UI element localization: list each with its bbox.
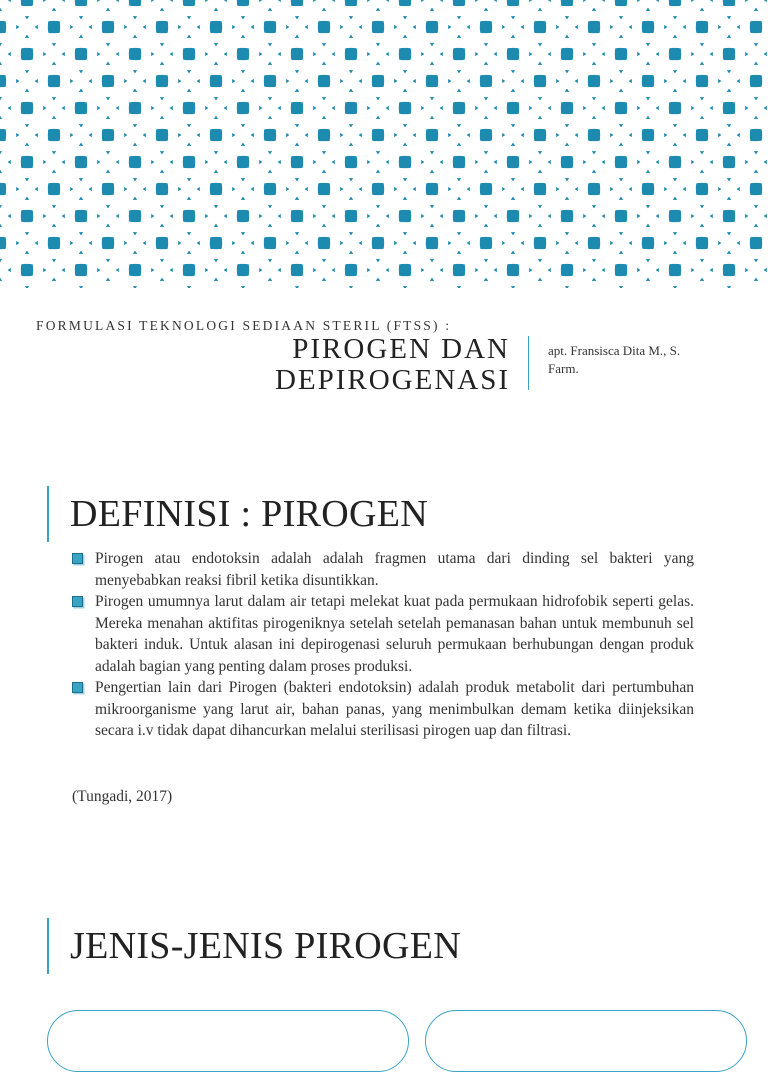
circle-pattern-graphic: [0, 0, 768, 288]
pattern-banner: [0, 0, 768, 288]
course-name: FORMULASI TEKNOLOGI SEDIAAN STERIL (FTSS) :: [36, 318, 452, 333]
list-item-text: Pirogen umumnya larut dalam air tetapi melekat kuat pada permukaan hidrofobik seperti gelas. Mereka menahan aktifitas pirogeniknya setelah setelah pemanasan bahan untuk membunuh sel bakteri induk. Untuk alasan ini depirogenasi seluruh permukaan berhubungan dengan produk adalah bagian yang penting dalam proses produksi.: [95, 593, 694, 675]
square-bullet-icon: [72, 553, 83, 564]
list-item-text: Pirogen atau endotoksin adalah adalah fragmen utama dari dinding sel bakteri yang menyebabkan reaksi fibril ketika disuntikkan.: [95, 550, 694, 589]
title-line-1: PIROGEN DAN: [292, 333, 510, 365]
author-line-2: Farm.: [548, 361, 579, 376]
square-bullet-icon: [72, 682, 83, 693]
category-card-right: [425, 1010, 747, 1072]
author-name: [548, 342, 728, 378]
section-accent-bar: [47, 918, 49, 974]
list-item: [72, 548, 694, 591]
square-bullet-icon: [72, 596, 83, 607]
list-item-text: Pengertian lain dari Pirogen (bakteri endotoksin) adalah produk metabolit dari pertumbuhan mikroorganisme yang larut air, bahan panas, yang menimbulkan demam ketika diinjeksikan secara i.v tidak dapat dihancurkan melalui sterilisasi pirogen uap dan filtrasi.: [95, 679, 694, 739]
list-item: [72, 677, 694, 742]
section-accent-bar: [47, 486, 49, 542]
title-divider: [528, 336, 529, 390]
page-title: [275, 334, 510, 396]
category-card-left: [47, 1010, 409, 1072]
citation: (Tungadi, 2017): [72, 788, 173, 805]
title-line-2: DEPIROGENASI: [274, 364, 510, 396]
title-section: [0, 288, 768, 418]
list-item: [72, 591, 694, 677]
jenis-heading: JENIS-JENIS PIROGEN: [70, 925, 461, 967]
author-line-1: apt. Fransisca Dita M., S.: [548, 343, 681, 358]
definisi-heading: DEFINISI : PIROGEN: [70, 493, 428, 535]
definisi-list: [72, 548, 694, 742]
